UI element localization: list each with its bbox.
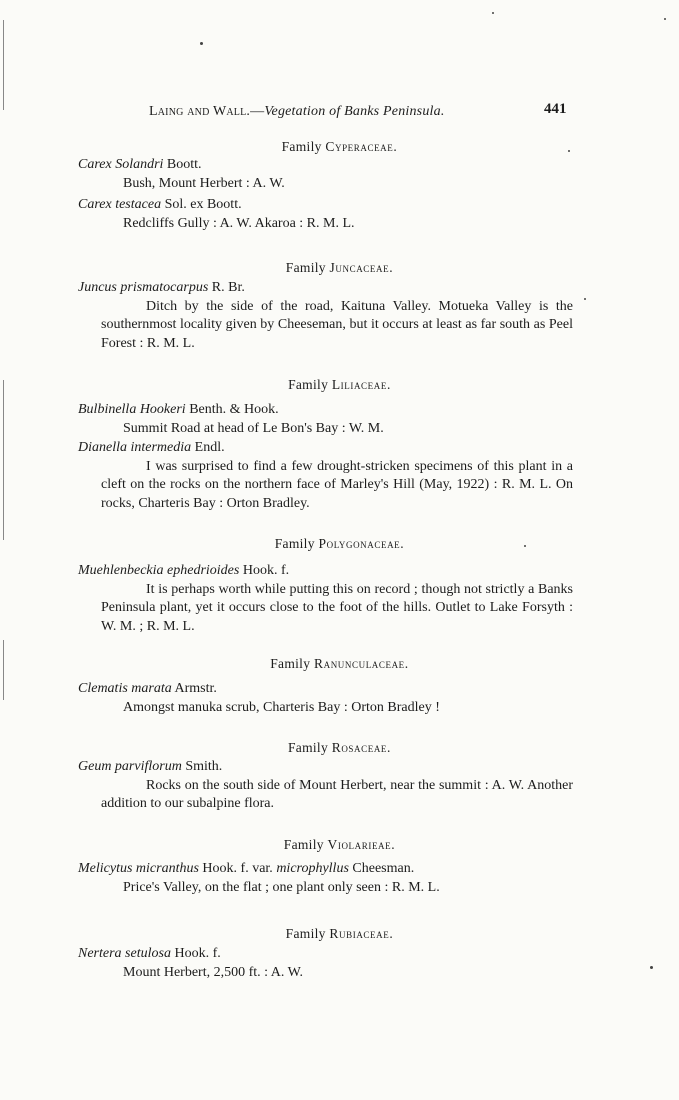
family-name: Juncaceae. xyxy=(329,260,394,275)
family-heading-rubiaceae xyxy=(0,926,679,942)
running-head xyxy=(0,101,679,125)
species-entry xyxy=(78,860,573,897)
species-entry xyxy=(78,758,573,814)
running-title xyxy=(149,104,445,120)
species-name: Carex testacea xyxy=(78,197,162,212)
family-name: Rosaceae. xyxy=(331,740,392,755)
family-heading-rosaceae xyxy=(0,740,679,756)
family-label: Family xyxy=(274,536,315,551)
scan-speck xyxy=(524,545,526,547)
species-entry xyxy=(78,196,573,233)
family-heading-ranunculaceae xyxy=(0,656,679,672)
species-line xyxy=(78,945,573,964)
scan-speck xyxy=(492,12,494,14)
authority: Boott. xyxy=(166,157,202,172)
scan-edge-mark xyxy=(3,380,4,540)
species-entry xyxy=(78,401,573,438)
species-name: Bulbinella Hookeri xyxy=(78,402,186,417)
species-entry xyxy=(78,562,573,636)
authority: R. Br. xyxy=(211,280,245,295)
species-note: Summit Road at head of Le Bon's Bay : W. M. xyxy=(123,420,384,436)
family-heading-juncaceae xyxy=(0,260,679,276)
family-name: Polygonaceae. xyxy=(318,536,405,551)
page-number: 441 xyxy=(544,101,567,117)
scan-edge-mark xyxy=(3,20,4,110)
family-label: Family xyxy=(281,139,322,154)
scan-speck xyxy=(650,966,653,969)
species-line xyxy=(78,680,573,699)
species-name: Nertera setulosa xyxy=(78,946,171,961)
authority: Sol. ex Boott. xyxy=(164,197,242,212)
family-name: Liliaceae. xyxy=(331,377,391,392)
species-note: Rocks on the south side of Mount Herbert, near the summit : A. W. Another addition to our subalpine flora. xyxy=(101,777,573,811)
scan-edge-mark xyxy=(3,640,4,700)
authority: Benth. & Hook. xyxy=(189,402,279,417)
species-line xyxy=(78,156,573,175)
article-title: Vegetation of Banks Peninsula. xyxy=(264,104,445,119)
species-line xyxy=(78,758,573,777)
species-entry xyxy=(78,279,573,353)
authority: Hook. f. xyxy=(174,946,221,961)
species-line xyxy=(78,439,573,458)
scan-speck xyxy=(584,298,586,300)
species-note: Amongst manuka scrub, Charteris Bay : Orton Bradley ! xyxy=(123,699,440,715)
authority: Smith. xyxy=(185,759,223,774)
family-heading-liliaceae xyxy=(0,377,679,393)
family-name: Rubiaceae. xyxy=(329,926,394,941)
species-name: Dianella intermedia xyxy=(78,440,192,455)
family-name: Ranunculaceae. xyxy=(313,656,409,671)
species-name: Geum parviflorum xyxy=(78,759,182,774)
family-heading-cyperaceae xyxy=(0,139,679,155)
species-name: Carex Solandri xyxy=(78,157,164,172)
species-note: Mount Herbert, 2,500 ft. : A. W. xyxy=(123,964,304,980)
species-note: Bush, Mount Herbert : A. W. xyxy=(123,175,285,191)
species-note: Price's Valley, on the flat ; one plant only seen : R. M. L. xyxy=(123,879,440,895)
variety-name: microphyllus xyxy=(276,861,349,876)
species-name: Muehlenbeckia ephedrioides xyxy=(78,563,240,578)
species-name: Juncus prismatocarpus xyxy=(78,280,209,295)
species-name: Melicytus micranthus xyxy=(78,861,199,876)
species-note: Redcliffs Gully : A. W. Akaroa : R. M. L. xyxy=(123,215,355,231)
variety-authority: Cheesman. xyxy=(352,861,415,876)
species-entry xyxy=(78,439,573,513)
family-label: Family xyxy=(285,926,326,941)
species-line xyxy=(78,196,573,215)
authors: Laing and Wall. xyxy=(149,104,251,119)
family-label: Family xyxy=(288,377,329,392)
species-entry xyxy=(78,156,573,193)
species-name: Clematis marata xyxy=(78,681,172,696)
family-name: Cyperaceae. xyxy=(325,139,398,154)
family-heading-polygonaceae xyxy=(0,536,679,552)
dash: — xyxy=(250,104,265,119)
species-note: It is perhaps worth while putting this on record ; though not strictly a Banks Peninsula plant, yet it occurs close to the foot of the hills. Outlet to Lake Forsyth : W. M. ; R. M. L. xyxy=(101,581,573,634)
authority: Hook. f. xyxy=(242,563,290,578)
authority: Hook. f. var. xyxy=(202,861,273,876)
species-line xyxy=(78,279,573,298)
species-line xyxy=(78,860,573,879)
scan-speck xyxy=(568,150,570,152)
scan-speck xyxy=(664,18,666,20)
species-note: Ditch by the side of the road, Kaituna Valley. Motueka Valley is the southernmost locality given by Cheeseman, but it occurs at least as far south as Peel Forest : R. M. L. xyxy=(101,298,573,351)
authority: Endl. xyxy=(194,440,225,455)
family-heading-violarieae xyxy=(0,837,679,853)
species-line xyxy=(78,401,573,420)
family-name: Violarieae. xyxy=(327,837,396,852)
family-label: Family xyxy=(285,260,326,275)
species-note: I was surprised to find a few drought-stricken specimens of this plant in a cleft on the rocks on the northern face of Marley's Hill (May, 1922) : R. M. L. On rocks, Charteris Bay : Orton Bradley. xyxy=(101,458,573,511)
species-line xyxy=(78,562,573,581)
scan-speck xyxy=(200,42,203,45)
authority: Armstr. xyxy=(174,681,217,696)
family-label: Family xyxy=(270,656,311,671)
species-entry xyxy=(78,680,573,717)
species-entry xyxy=(78,945,573,982)
family-label: Family xyxy=(283,837,324,852)
family-label: Family xyxy=(287,740,329,755)
